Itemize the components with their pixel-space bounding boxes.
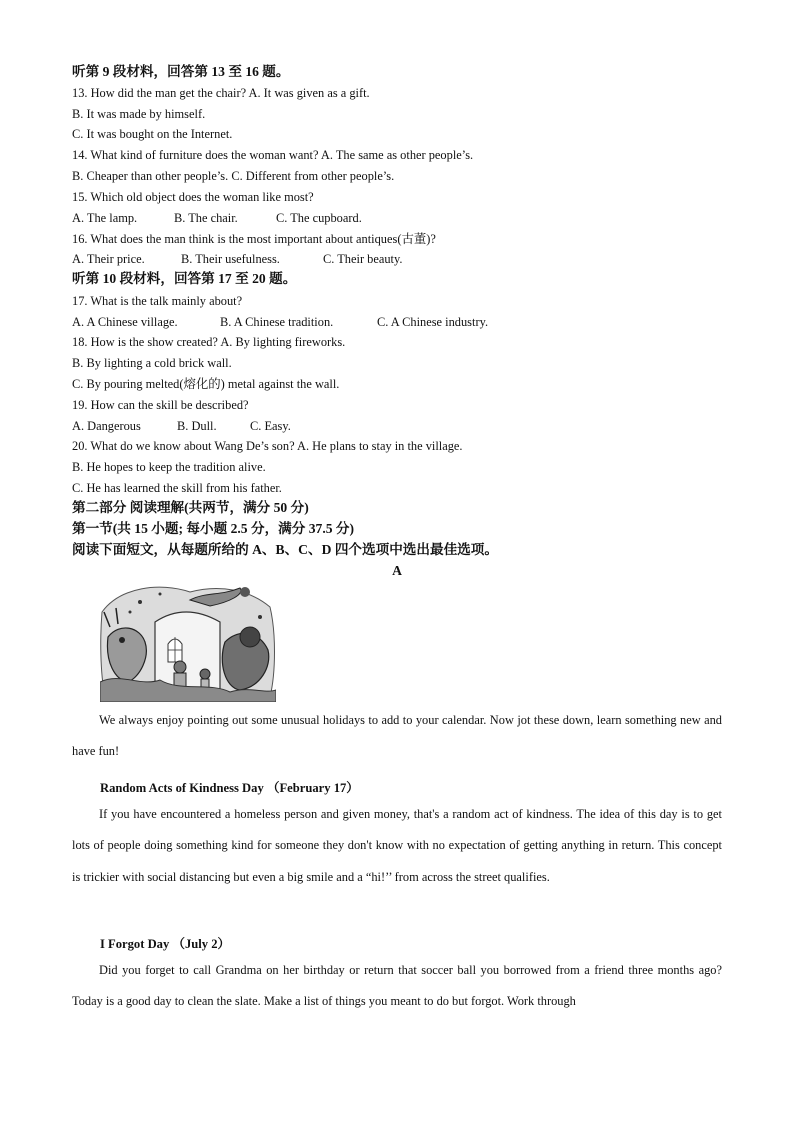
q17-stem: 17. What is the talk mainly about? — [72, 294, 243, 308]
q15-option-a: A. The lamp. — [72, 211, 138, 225]
q18-line — [72, 334, 345, 350]
q15-option-b: B. The chair. — [174, 211, 238, 225]
q18-option-c: C. By pouring melted(熔化的) metal against the wall. — [72, 377, 340, 391]
q19-stem: 19. How can the skill be described? — [72, 398, 249, 412]
q17-options — [72, 314, 488, 330]
q14-option-b: B. Cheaper than other people’s. — [72, 169, 229, 183]
q14-stem: 14. What kind of furniture does the woman want? — [72, 148, 319, 162]
q18-option-b: B. By lighting a cold brick wall. — [72, 356, 232, 370]
q20-line — [72, 438, 463, 454]
q17-option-c: C. A Chinese industry. — [377, 315, 489, 329]
section9-header: 听第 9 段材料，回答第 13 至 16 题。 — [72, 64, 290, 79]
q17-option-b: B. A Chinese tradition. — [220, 315, 334, 329]
passage-intro-text: We always enjoy pointing out some unusual holidays to add to your calendar. Now jot these down, learn something new and have fun! — [72, 713, 722, 759]
q13-option-a: A. It was given as a gift. — [248, 86, 370, 100]
q19-options — [72, 418, 291, 434]
passage-label: A — [392, 563, 402, 578]
q16-stem: 16. What does the man think is the most important about antiques(古董)? — [72, 232, 436, 246]
q18-option-a: A. By lighting fireworks. — [220, 335, 346, 349]
q19-option-c: C. Easy. — [250, 419, 291, 433]
passage-kindness — [72, 799, 722, 893]
holiday-heading-forgot: I Forgot Day （July 2） — [100, 937, 231, 951]
passage-kindness-text: If you have encountered a homeless person and given money, that's a random act of kindness. The idea of this day is to get lots of people doing something kind for someone they don't know with no expectation of getting anything in return. This concept is trickier with social distancing but even a big smile and a “hi!’’ from across the street qualifies. — [72, 807, 722, 884]
q20-option-a: A. He plans to stay in the village. — [297, 439, 463, 453]
q15-stem: 15. Which old object does the woman like most? — [72, 190, 314, 204]
q13-line — [72, 85, 370, 101]
q14-line — [72, 147, 473, 163]
q19-option-a: A. Dangerous — [72, 419, 141, 433]
q16-option-a: A. Their price. — [72, 252, 145, 266]
q16-options — [72, 251, 403, 267]
part2-instruction: 阅读下面短文，从每题所给的 A、B、C、D 四个选项中选出最佳选项。 — [72, 542, 498, 557]
q13-option-c: C. It was bought on the Internet. — [72, 127, 233, 141]
section10-header: 听第 10 段材料，回答第 17 至 20 题。 — [72, 271, 297, 286]
part2-title: 第二部分 阅读理解(共两节，满分 50 分) — [72, 500, 309, 515]
q19-option-b: B. Dull. — [177, 419, 217, 433]
q13-option-b: B. It was made by himself. — [72, 107, 206, 121]
holiday-illustration — [100, 582, 276, 702]
q20-stem: 20. What do we know about Wang De’s son? — [72, 439, 295, 453]
passage-intro — [72, 705, 722, 768]
q14-option-c: C. Different from other people’s. — [231, 169, 395, 183]
q14-line-2 — [72, 168, 394, 184]
q13-stem: 13. How did the man get the chair? — [72, 86, 247, 100]
q16-option-c: C. Their beauty. — [323, 252, 403, 266]
passage-forgot — [72, 955, 722, 1018]
holiday-heading-kindness: Random Acts of Kindness Day （February 17） — [100, 781, 359, 795]
part2-section1: 第一节(共 15 小题; 每小题 2.5 分，满分 37.5 分) — [72, 521, 355, 536]
q16-option-b: B. Their usefulness. — [181, 252, 280, 266]
q20-option-c: C. He has learned the skill from his father. — [72, 481, 282, 495]
q17-option-a: A. A Chinese village. — [72, 315, 178, 329]
q15-options — [72, 210, 362, 226]
q18-stem: 18. How is the show created? — [72, 335, 218, 349]
q15-option-c: C. The cupboard. — [276, 211, 362, 225]
q20-option-b: B. He hopes to keep the tradition alive. — [72, 460, 266, 474]
q14-option-a: A. The same as other people’s. — [320, 148, 474, 162]
passage-forgot-text: Did you forget to call Grandma on her birthday or return that soccer ball you borrowed from a friend three months ago? Today is a good day to clean the slate. Make a list of things you meant to do but forgot. Work through — [72, 963, 722, 1009]
